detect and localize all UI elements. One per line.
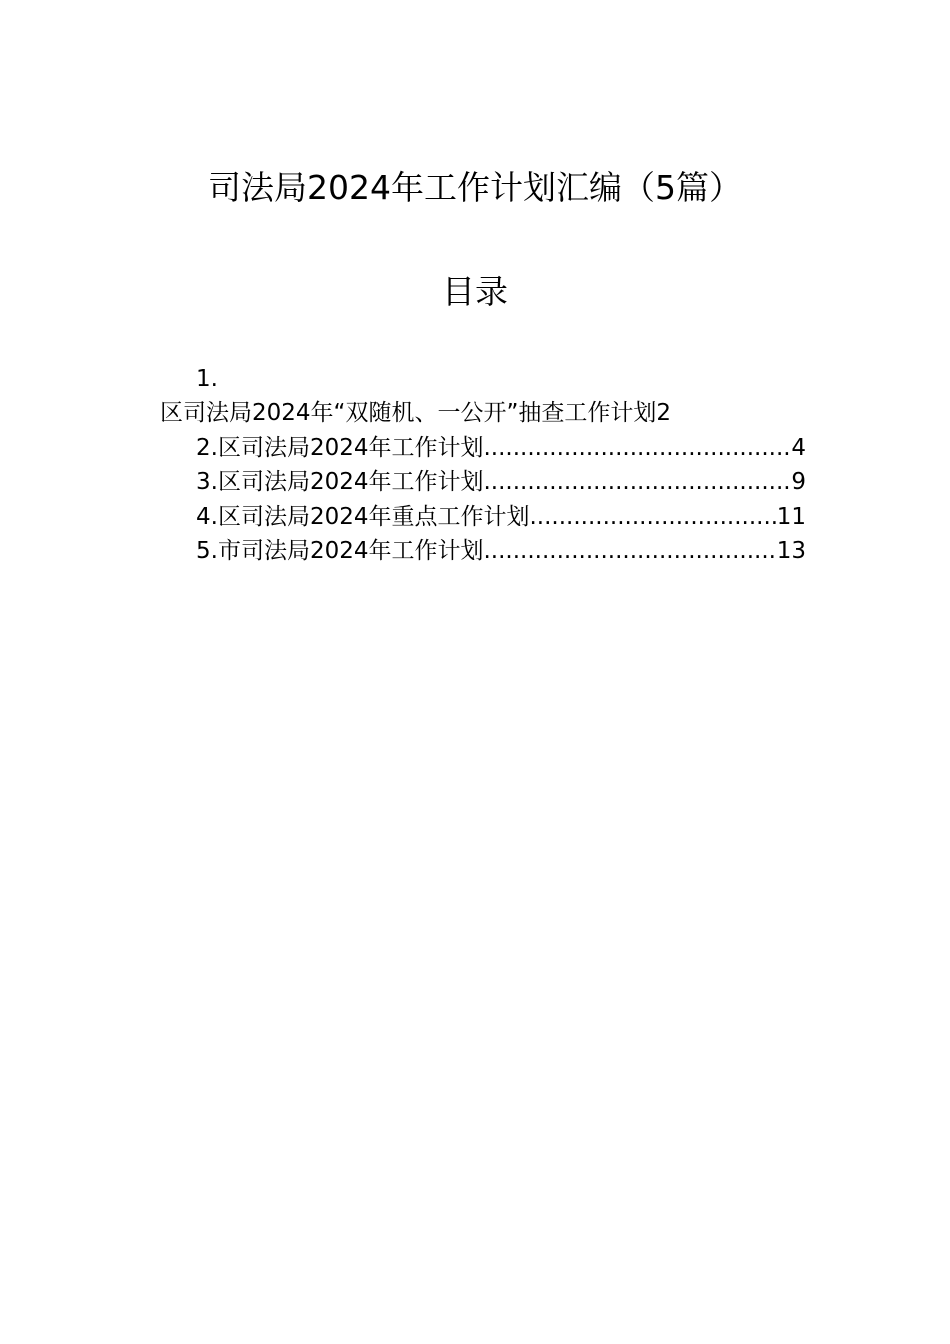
toc-entry-2[interactable] — [160, 431, 806, 465]
toc-entry-3-page: 9 — [791, 469, 806, 496]
toc-entry-5[interactable] — [160, 534, 806, 568]
toc-entry-2-text: 区司法局2024年工作计划 — [217, 434, 484, 461]
toc-entry-5-text: 市司法局2024年工作计划 — [217, 538, 484, 565]
toc-entry-5-page: 13 — [776, 538, 806, 565]
toc-entry-1-text: 区司法局2024年“双随机、一公开”抽查工作计划 — [160, 400, 657, 427]
document-title: 司法局2024年工作计划汇编（5篇） — [208, 168, 742, 207]
toc-entry-1-number: 1. — [196, 366, 218, 392]
toc-entry-1[interactable] — [160, 396, 806, 430]
dot-leader — [484, 465, 792, 499]
table-of-contents — [160, 362, 806, 568]
dot-leader — [530, 500, 777, 534]
toc-entry-3-text: 区司法局2024年工作计划 — [217, 469, 484, 496]
toc-entry-2-page: 4 — [791, 434, 806, 461]
toc-entry-4-page: 11 — [776, 503, 806, 530]
toc-entry-3-number: 3. — [196, 469, 218, 496]
toc-entry-4-text: 区司法局2024年重点工作计划 — [217, 503, 530, 530]
toc-entry-2-number: 2. — [196, 434, 218, 461]
toc-entry-4[interactable] — [160, 500, 806, 534]
dot-leader — [484, 534, 777, 568]
toc-heading: 目录 — [442, 272, 508, 311]
toc-entry-4-number: 4. — [196, 503, 218, 530]
toc-entry-5-number: 5. — [196, 538, 218, 565]
toc-entry-1-page: 2 — [656, 400, 672, 427]
toc-entry-3[interactable] — [160, 465, 806, 499]
dot-leader — [484, 431, 792, 465]
